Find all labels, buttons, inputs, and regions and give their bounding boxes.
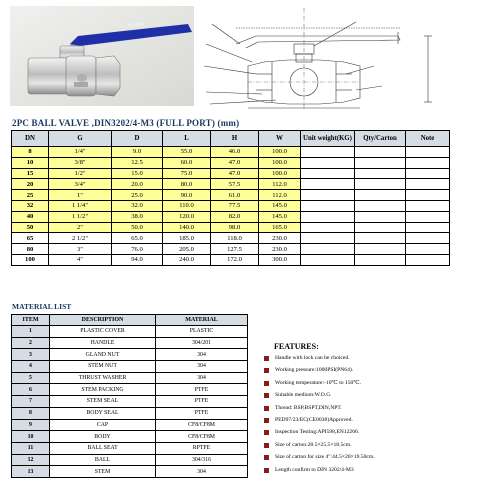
table-row [12,254,450,265]
cell-material: 304 [156,372,248,384]
cell-h: 127.5 [211,244,259,255]
list-item [264,467,375,479]
list-item [264,417,375,429]
cell-item: 2 [12,337,50,349]
cell-d: 65.0 [112,233,163,244]
cell-qty-carton [355,211,406,222]
list-item [264,429,375,441]
cell-description: PLASTIC COVER [50,326,156,338]
cell-description: CAP [50,419,156,431]
cell-description: STEM PACKING [50,384,156,396]
cell-g: 3" [49,244,112,255]
cell-description: BODY SEAL [50,407,156,419]
cell-unit-weight [301,157,355,168]
list-item [264,367,375,379]
cell-w: 112.0 [259,190,301,201]
features-title: FEATURES: [274,342,319,351]
cell-item: 13 [12,466,50,478]
cell-h: 47.0 [211,157,259,168]
cell-description: STEM SEAL [50,396,156,408]
table-row [12,244,450,255]
cell-dn: 80 [12,244,49,255]
material-list-title: MATERIAL LIST [12,302,72,311]
feature-text: Handle with lock can be choiced. [275,355,350,361]
cell-d: 20.0 [112,179,163,190]
cell-dn: 8 [12,147,49,158]
square-bullet-icon [264,430,269,435]
list-item [264,355,375,367]
cell-material: PTFE [156,407,248,419]
square-bullet-icon [264,455,269,460]
cell-d: 12.5 [112,157,163,168]
cell-material: 304 [156,466,248,478]
feature-text: Inspection Testing:API598,EN12266. [275,429,360,436]
cell-item: 4 [12,361,50,373]
cell-description: STEM NUT [50,361,156,373]
cell-description: GLAND NUT [50,349,156,361]
cell-w: 300.0 [259,254,301,265]
feature-text: Working pressure:1000PSI(PN64). [275,367,354,374]
cell-unit-weight [301,179,355,190]
cell-dn: 32 [12,200,49,211]
cell-note [406,179,450,190]
table-row [12,361,248,373]
cell-description: BALL SEAT [50,442,156,454]
cell-note [406,244,450,255]
cell-w: 100.0 [259,168,301,179]
cell-l: 75.0 [163,168,211,179]
cell-qty-carton [355,157,406,168]
square-bullet-icon [264,393,269,398]
cell-h: 61.0 [211,190,259,201]
table-row [12,200,450,211]
feature-text: Suitable medium:W.O.G. [275,392,332,399]
cell-d: 25.0 [112,190,163,201]
cell-note [406,233,450,244]
cell-unit-weight [301,211,355,222]
cell-note [406,190,450,201]
material-table [11,314,248,478]
list-item [264,442,375,454]
cell-item: 7 [12,396,50,408]
cell-g: 3/8" [49,157,112,168]
cell-l: 80.0 [163,179,211,190]
cell-item: 1 [12,326,50,338]
cell-note [406,254,450,265]
cell-note [406,200,450,211]
cell-unit-weight [301,147,355,158]
feature-text: Size of carton for size 4":44.5×28×19.50cm. [275,454,375,461]
cell-l: 240.0 [163,254,211,265]
cell-h: 57.5 [211,179,259,190]
cell-item: 3 [12,349,50,361]
cell-w: 112.0 [259,179,301,190]
cell-item: 10 [12,431,50,443]
cell-material: 304 [156,349,248,361]
col-header-item: ITEM [12,315,50,326]
col-header-g: G [49,131,112,147]
square-bullet-icon [264,368,269,373]
cell-note [406,222,450,233]
cell-g: 1/4" [49,147,112,158]
spec-table [11,130,450,266]
cell-note [406,168,450,179]
list-item [264,454,375,466]
cell-description: STEM [50,466,156,478]
table-row [12,466,248,478]
cell-l: 60.0 [163,157,211,168]
cell-d: 94.0 [112,254,163,265]
col-header-h: H [211,131,259,147]
cell-h: 172.0 [211,254,259,265]
cell-g: 2" [49,222,112,233]
features-list [264,355,375,479]
cell-d: 38.0 [112,211,163,222]
table-row [12,179,450,190]
col-header-dn: DN [12,131,49,147]
cell-material: PTFE [156,384,248,396]
cell-material: 304/201 [156,337,248,349]
feature-text: Size of carton:28.5×25.5×18.5cm. [275,441,352,448]
table-row [12,157,450,168]
cell-qty-carton [355,147,406,158]
cell-l: 120.0 [163,211,211,222]
cell-item: 11 [12,442,50,454]
cell-description: BODY [50,431,156,443]
cell-l: 55.0 [163,147,211,158]
list-item [264,392,375,404]
cell-qty-carton [355,190,406,201]
material-header-row [12,315,248,326]
cell-g: 1 1/2" [49,211,112,222]
cell-item: 8 [12,407,50,419]
square-bullet-icon [264,406,269,411]
cell-qty-carton [355,222,406,233]
cell-w: 100.0 [259,157,301,168]
technical-drawing [196,4,476,112]
list-item [264,405,375,417]
cell-w: 145.0 [259,200,301,211]
cell-material: 304/316 [156,454,248,466]
cell-h: 98.0 [211,222,259,233]
table-row [12,442,248,454]
cell-note [406,211,450,222]
table-row [12,396,248,408]
cell-d: 9.0 [112,147,163,158]
cell-description: BALL [50,454,156,466]
spec-table-title: 2PC BALL VALVE ,DIN3202/4-M3 (FULL PORT) (mm) [12,118,240,128]
cell-dn: 15 [12,168,49,179]
cell-g: 3/4" [49,179,112,190]
cell-description: THRUST WASHER [50,372,156,384]
cell-note [406,147,450,158]
spec-header-row [12,131,450,147]
cell-d: 32.0 [112,200,163,211]
col-header-unit-weight: Unit weight(KG) [301,131,355,147]
cell-g: 4" [49,254,112,265]
col-header-l: L [163,131,211,147]
cell-unit-weight [301,233,355,244]
spec-table-body [12,147,450,266]
cell-l: 205.0 [163,244,211,255]
cell-l: 110.0 [163,200,211,211]
list-item [264,380,375,392]
table-row [12,407,248,419]
cell-unit-weight [301,254,355,265]
cell-material: CF8/CF8M [156,419,248,431]
cell-material: PTFE [156,396,248,408]
table-row [12,431,248,443]
square-bullet-icon [264,468,269,473]
table-row [12,233,450,244]
cell-h: 77.5 [211,200,259,211]
cell-unit-weight [301,168,355,179]
table-row [12,326,248,338]
cell-d: 50.0 [112,222,163,233]
table-row [12,349,248,361]
cell-unit-weight [301,222,355,233]
cell-dn: 40 [12,211,49,222]
col-header-material: MATERIAL [156,315,248,326]
photo-handle-text: CE 0038 [127,21,144,28]
cell-unit-weight [301,244,355,255]
table-row [12,372,248,384]
cell-qty-carton [355,168,406,179]
cell-g: 1/2" [49,168,112,179]
cell-dn: 100 [12,254,49,265]
cell-qty-carton [355,254,406,265]
table-row [12,190,450,201]
feature-text: Length confirm to DIN 3202/4-M3 [275,466,354,473]
cell-qty-carton [355,179,406,190]
cell-dn: 25 [12,190,49,201]
square-bullet-icon [264,443,269,448]
col-header-d: D [112,131,163,147]
cell-l: 140.0 [163,222,211,233]
cell-d: 15.0 [112,168,163,179]
cell-dn: 50 [12,222,49,233]
cell-unit-weight [301,190,355,201]
feature-text: Thread: BSP,BSPT,DIN,NPT. [275,404,342,411]
cell-unit-weight [301,200,355,211]
cell-item: 6 [12,384,50,396]
cell-qty-carton [355,200,406,211]
cell-material: RPTFE [156,442,248,454]
cell-item: 5 [12,372,50,384]
table-row [12,419,248,431]
cell-dn: 20 [12,179,49,190]
feature-text: PED97/23/EC(CE0038)Approved. [275,416,353,423]
cell-h: 82.0 [211,211,259,222]
cell-dn: 10 [12,157,49,168]
cell-w: 100.0 [259,147,301,158]
cell-w: 165.0 [259,222,301,233]
cell-h: 47.0 [211,168,259,179]
col-header-qty-carton: Qty/Carton [355,131,406,147]
table-row [12,454,248,466]
table-row [12,384,248,396]
cell-material: PLASTIC [156,326,248,338]
cell-item: 9 [12,419,50,431]
cell-qty-carton [355,233,406,244]
cell-note [406,157,450,168]
square-bullet-icon [264,418,269,423]
col-header-note: Note [406,131,450,147]
table-row [12,222,450,233]
cell-g: 2 1/2" [49,233,112,244]
cell-description: HANDLE [50,337,156,349]
cell-w: 145.0 [259,211,301,222]
table-row [12,147,450,158]
cell-material: CF8/CF8M [156,431,248,443]
cell-h: 118.0 [211,233,259,244]
cell-g: 1 1/4" [49,200,112,211]
square-bullet-icon [264,356,269,361]
cell-qty-carton [355,244,406,255]
cell-g: 1" [49,190,112,201]
cell-item: 12 [12,454,50,466]
cell-d: 76.0 [112,244,163,255]
square-bullet-icon [264,381,269,386]
cell-dn: 65 [12,233,49,244]
cell-l: 185.0 [163,233,211,244]
cell-material: 304 [156,361,248,373]
table-row [12,337,248,349]
cell-w: 230.0 [259,244,301,255]
cell-h: 46.0 [211,147,259,158]
cell-l: 90.0 [163,190,211,201]
table-row [12,211,450,222]
col-header-w: W [259,131,301,147]
product-photo [10,6,194,106]
col-header-description: DESCRIPTION [50,315,156,326]
cell-w: 230.0 [259,233,301,244]
table-row [12,168,450,179]
feature-text: Working temperature:-10℃ to 150℃. [275,379,362,386]
